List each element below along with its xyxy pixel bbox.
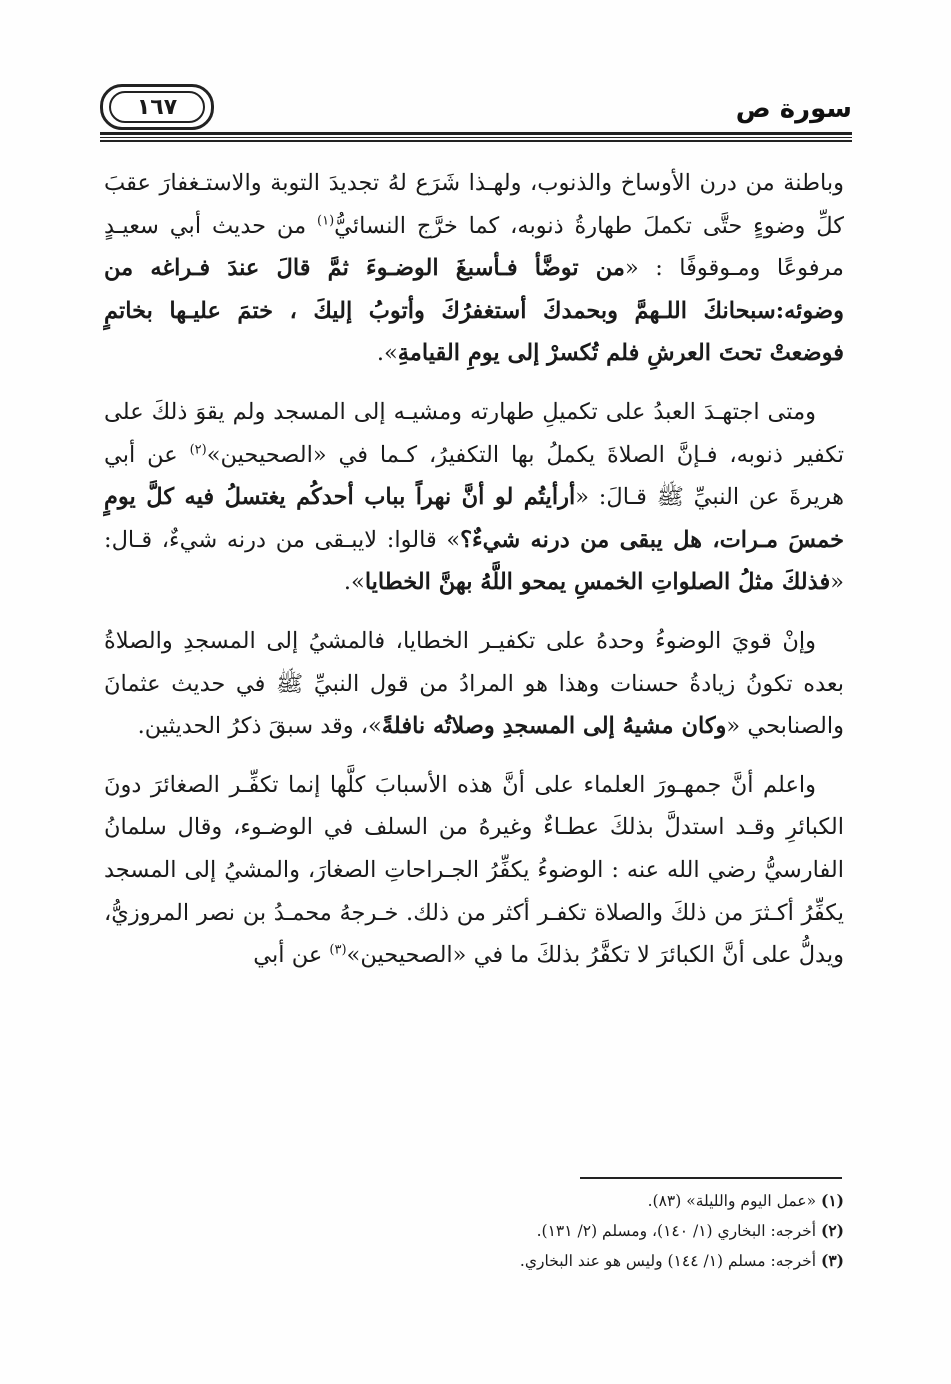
footnote-ref: (٣) — [329, 942, 347, 958]
page-number: ١٦٧ — [109, 91, 205, 123]
footnote-separator — [580, 1177, 842, 1179]
hadith-quote: فذلكَ مثلُ الصلواتِ الخمسِ يمحو اللَّهُ بهنَّ الخطايا — [364, 569, 831, 596]
paragraph — [104, 391, 844, 604]
hadith-quote: أرأيتُم لو أنَّ نهراً بباب أحدكُم يغتسلُ فيه كلَّ يومٍ خمسَ مـرات، هل يبقى من درنه شيءٌ؟ — [104, 484, 844, 553]
text-run: ومتى اجتهـدَ العبدُ على تكميلِ طهارته ومشيـه إلى المسجد ولم يقوَ ذلكَ على تكفير ذنوبه، فـإنَّ الصلاةَ يكملُ بها التكفيرُ، كـما في «الصحيحين» — [104, 398, 844, 468]
hadith-quote: وكان مشيهُ إلى المسجدِ وصلاتُه نافلةً — [381, 713, 727, 740]
footnote — [104, 1246, 844, 1276]
text-run: ». — [376, 340, 398, 367]
hadith-quote: من توضَّأ فـأسبغَ الوضـوءَ ثمَّ قالَ عندَ فـراغه من وضوئه:سبحانكَ اللـهمَّ وبحمدكَ أستغفرُكَ وأتوبُ إليكَ ، ختمَ عليـها بخاتمٍ فوضعتْ تحتَ العرشِ فلم تُكسرْ إلى يومِ القيامةِ — [104, 255, 844, 367]
header-rule — [100, 140, 852, 142]
footnote — [104, 1216, 844, 1246]
footnote-text: «عمل اليوم والليلة» (٨٣). — [647, 1192, 821, 1210]
footnote-number: (٢) — [820, 1221, 844, 1240]
text-run: واعلم أنَّ جمهـورَ العلماء على أنَّ هذه الأسبابَ كلَّها إنما تكفِّـر الصغائرَ دونَ الكبائرِ وقـد استدلَّ بذلكَ عطـاءٌ وغيرهُ من السلف في الوضـوء، وقال سلمانُ الفارسيُّ رضي الله عنه : الوضوءُ يكفِّرُ الجـراحاتِ الصغارَ، والمشيُ إلى المسجد يكفِّرُ أكـثرَ من ذلكَ والصلاة تكفـر أكثر من ذلك. خـرجهُ محمـدُ بن نصر المروزيُّ، ويدلُّ على أنَّ الكبائرَ لا تكفَّرُ بذلكَ ما في «الصحيحين» — [104, 771, 844, 969]
paragraph — [104, 620, 844, 748]
paragraph — [104, 764, 844, 977]
footnote-ref: (٢) — [189, 442, 207, 458]
header-rule — [100, 137, 852, 138]
sura-title: سورة ص — [735, 94, 852, 124]
header-rule — [100, 132, 852, 135]
text-run: من حديث أبي سعيـدٍ مرفوعًا ومـوقوفًا : « — [104, 212, 844, 282]
text-run: وباطنة من درن الأوساخ والذنوب، ولهـذا شَرَع لهُ تجديدَ التوبة والاستـغفارَ عقبَ كلِّ وضوءٍ حتَّى تكملَ طهارةُ ذنوبه، كما خرَّج النسائيُّ — [104, 170, 844, 239]
body-text — [104, 162, 844, 993]
text-run: وإنْ قويَ الوضوءُ وحدهُ على تكفيـر الخطايا، فالمشيُ إلى المسجدِ والصلاةُ بعده تكونُ زيادةُ حسنات وهذا هو المرادُ من قول النبيِّ ﷺ في حديث عثمانَ والصنابحي « — [104, 627, 844, 740]
text-run: ». — [343, 569, 365, 596]
footnote — [104, 1186, 844, 1216]
page-number-badge — [100, 84, 214, 130]
page-header — [100, 80, 852, 140]
footnote-number: (١) — [820, 1191, 844, 1210]
text-run: »، وقد سبقَ ذكرُ الحديثين. — [137, 713, 382, 740]
text-run: عن أبي — [253, 942, 330, 969]
text-run: » قالوا: لايبـقى من درنه شيءٌ، قـال: « — [104, 526, 844, 596]
footnote-text: أخرجه: البخاري (١/ ١٤٠)، ومسلم (٢/ ١٣١). — [536, 1222, 821, 1240]
footnote-number: (٣) — [820, 1251, 844, 1270]
paragraph — [104, 162, 844, 375]
footnote-text: أخرجه: مسلم (١/ ١٤٤) وليس هو عند البخاري. — [519, 1252, 821, 1270]
footnote-ref: (١) — [317, 213, 335, 229]
text-run: عن أبي هريرةَ عن النبيِّ ﷺ قـالَ: « — [104, 441, 845, 511]
footnotes — [104, 1186, 844, 1276]
